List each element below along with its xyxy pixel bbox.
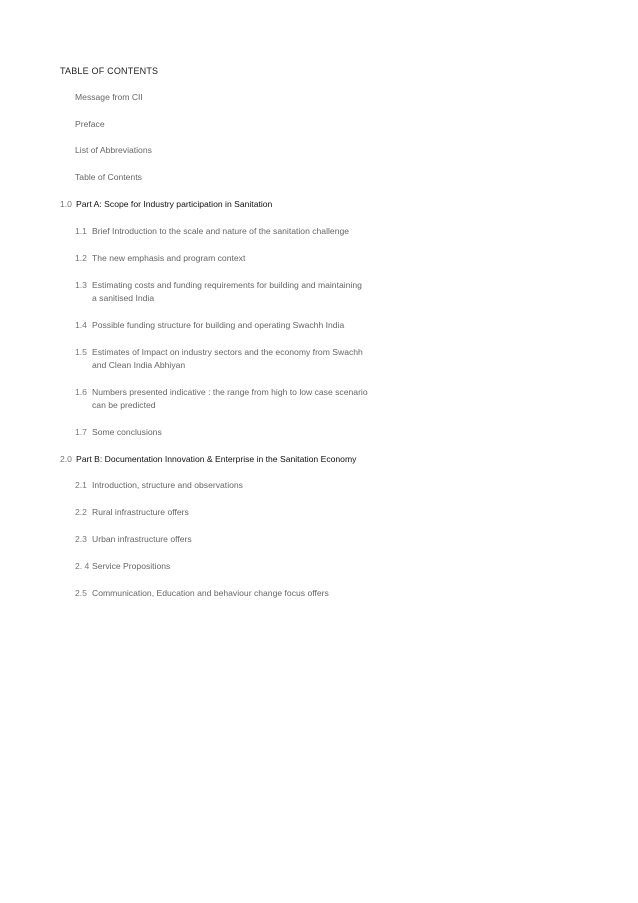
toc-section-title: Some conclusions	[92, 427, 162, 437]
toc-section-title: Estimates of Impact on industry sectors and the economy from Swachh	[92, 347, 363, 357]
toc-heading: TABLE OF CONTENTS	[60, 66, 159, 76]
toc-section-number: 2. 4	[75, 561, 90, 571]
toc-section-number: 1.7	[75, 427, 87, 437]
toc-section-title: Service Propositions	[92, 561, 171, 571]
toc-section-number: 1.6	[75, 387, 87, 397]
toc-section-number: 1.2	[75, 253, 87, 263]
toc-front-text: Preface	[75, 119, 105, 129]
toc-part-number: 2.0	[60, 454, 72, 464]
toc-section-number: 2.1	[75, 480, 87, 490]
toc-section-title-continued: a sanitised India	[92, 293, 155, 303]
toc-section-number: 1.4	[75, 320, 87, 330]
toc-section-title-continued: can be predicted	[92, 400, 156, 410]
toc-front-text: Message from CII	[75, 92, 143, 102]
toc-section-title-continued: and Clean India Abhiyan	[92, 360, 186, 370]
toc-section-title: Urban infrastructure offers	[92, 534, 192, 544]
toc-part-title: Part A: Scope for Industry participation in Sanitation	[76, 199, 273, 209]
toc-section-title: Possible funding structure for building and operating Swachh India	[92, 320, 345, 330]
toc-front-text: List of Abbreviations	[75, 145, 152, 155]
toc-section-number: 1.1	[75, 226, 87, 236]
toc-section-number: 2.3	[75, 534, 87, 544]
toc-section-title: Numbers presented indicative : the range from high to low case scenario	[92, 387, 368, 397]
toc-section-title: The new emphasis and program context	[92, 253, 246, 263]
toc-section-title: Brief Introduction to the scale and nature of the sanitation challenge	[92, 226, 350, 236]
toc-part-number: 1.0	[60, 199, 72, 209]
toc-section-title: Introduction, structure and observations	[92, 480, 243, 490]
toc-section-number: 2.5	[75, 588, 87, 598]
toc-section-number: 1.5	[75, 347, 87, 357]
toc-front-text: Table of Contents	[75, 172, 142, 182]
toc-section-title: Estimating costs and funding requirements for building and maintaining	[92, 280, 362, 290]
toc-section-title: Rural infrastructure offers	[92, 507, 189, 517]
toc-part-title: Part B: Documentation Innovation & Enterprise in the Sanitation Economy	[76, 454, 357, 464]
toc-section-number: 2.2	[75, 507, 87, 517]
toc-section-title: Communication, Education and behaviour change focus offers	[92, 588, 329, 598]
toc-section-number: 1.3	[75, 280, 87, 290]
